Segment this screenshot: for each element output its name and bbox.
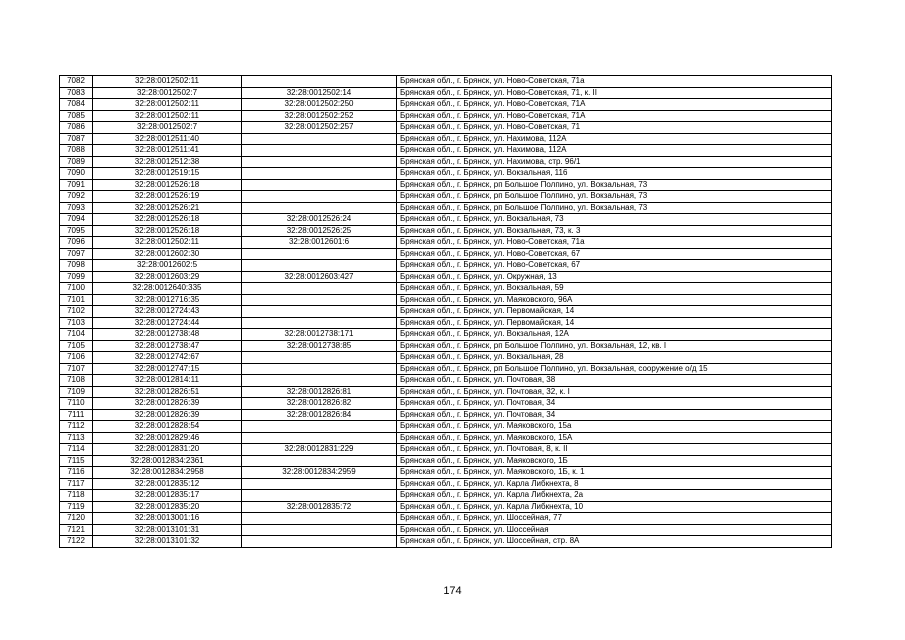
table-row [60, 363, 832, 375]
related-cadastral-number-cell: 32:28:0012835:72 [242, 501, 397, 513]
address-cell: Брянская обл., г. Брянск, рп Большое Полпино, ул. Вокзальная, 73 [397, 179, 832, 191]
row-number-cell: 7093 [60, 202, 93, 214]
row-number-cell: 7110 [60, 398, 93, 410]
row-number-cell: 7120 [60, 513, 93, 525]
cadastral-number-cell: 32:28:0012502:11 [93, 99, 242, 111]
table-row [60, 99, 832, 111]
address-cell: Брянская обл., г. Брянск, ул. Ново-Советская, 71а [397, 237, 832, 249]
address-cell: Брянская обл., г. Брянск, ул. Вокзальная, 12А [397, 329, 832, 341]
table-row [60, 421, 832, 433]
cadastral-number-cell: 32:28:0012742:67 [93, 352, 242, 364]
related-cadastral-number-cell [242, 306, 397, 318]
related-cadastral-number-cell: 32:28:0012738:171 [242, 329, 397, 341]
row-number-cell: 7119 [60, 501, 93, 513]
cadastral-number-cell: 32:28:0012835:12 [93, 478, 242, 490]
table-row [60, 110, 832, 122]
row-number-cell: 7102 [60, 306, 93, 318]
address-cell: Брянская обл., г. Брянск, ул. Вокзальная, 73 [397, 214, 832, 226]
address-cell: Брянская обл., г. Брянск, ул. Почтовая, 34 [397, 409, 832, 421]
table-row [60, 317, 832, 329]
related-cadastral-number-cell: 32:28:0012502:252 [242, 110, 397, 122]
table-row [60, 237, 832, 249]
related-cadastral-number-cell [242, 283, 397, 295]
row-number-cell: 7091 [60, 179, 93, 191]
cadastral-number-cell: 32:28:0012834:2958 [93, 467, 242, 479]
related-cadastral-number-cell [242, 248, 397, 260]
address-cell: Брянская обл., г. Брянск, рп Большое Полпино, ул. Вокзальная, 73 [397, 202, 832, 214]
table-row [60, 501, 832, 513]
cadastral-number-cell: 32:28:0012502:7 [93, 122, 242, 134]
cadastral-number-cell: 32:28:0012526:19 [93, 191, 242, 203]
table-row [60, 352, 832, 364]
address-cell: Брянская обл., г. Брянск, ул. Маяковского, 1Б [397, 455, 832, 467]
address-cell: Брянская обл., г. Брянск, ул. Карла Либкнехта, 8 [397, 478, 832, 490]
cadastral-number-cell: 32:28:0012526:18 [93, 179, 242, 191]
address-cell: Брянская обл., г. Брянск, ул. Нахимова, стр. 96/1 [397, 156, 832, 168]
related-cadastral-number-cell [242, 352, 397, 364]
table-row [60, 432, 832, 444]
cadastral-number-cell: 32:28:0012502:11 [93, 110, 242, 122]
row-number-cell: 7103 [60, 317, 93, 329]
table-row [60, 191, 832, 203]
related-cadastral-number-cell: 32:28:0012834:2959 [242, 467, 397, 479]
table-row [60, 455, 832, 467]
cadastral-number-cell: 32:28:0012502:7 [93, 87, 242, 99]
address-cell: Брянская обл., г. Брянск, ул. Нахимова, 112А [397, 133, 832, 145]
cadastral-number-cell: 32:28:0012724:44 [93, 317, 242, 329]
cadastral-number-cell: 32:28:0012526:18 [93, 214, 242, 226]
related-cadastral-number-cell [242, 260, 397, 272]
table-row [60, 536, 832, 548]
row-number-cell: 7086 [60, 122, 93, 134]
row-number-cell: 7099 [60, 271, 93, 283]
related-cadastral-number-cell [242, 145, 397, 157]
table-row [60, 168, 832, 180]
cadastral-number-cell: 32:28:0013101:32 [93, 536, 242, 548]
table-row [60, 179, 832, 191]
related-cadastral-number-cell: 32:28:0012601:6 [242, 237, 397, 249]
address-cell: Брянская обл., г. Брянск, ул. Шоссейная, стр. 8А [397, 536, 832, 548]
row-number-cell: 7098 [60, 260, 93, 272]
page-number: 174 [443, 585, 462, 597]
row-number-cell: 7097 [60, 248, 93, 260]
address-cell: Брянская обл., г. Брянск, ул. Нахимова, 112А [397, 145, 832, 157]
table-row [60, 513, 832, 525]
address-cell: Брянская обл., г. Брянск, ул. Почтовая, 38 [397, 375, 832, 387]
row-number-cell: 7088 [60, 145, 93, 157]
table-row [60, 467, 832, 479]
related-cadastral-number-cell [242, 455, 397, 467]
cadastral-number-cell: 32:28:0012602:5 [93, 260, 242, 272]
row-number-cell: 7114 [60, 444, 93, 456]
related-cadastral-number-cell: 32:28:0012502:250 [242, 99, 397, 111]
row-number-cell: 7109 [60, 386, 93, 398]
address-cell: Брянская обл., г. Брянск, ул. Ново-Советская, 71А [397, 110, 832, 122]
cadastral-number-cell: 32:28:0012814:11 [93, 375, 242, 387]
row-number-cell: 7090 [60, 168, 93, 180]
address-cell: Брянская обл., г. Брянск, рп Большое Полпино, ул. Вокзальная, 12, кв. I [397, 340, 832, 352]
row-number-cell: 7107 [60, 363, 93, 375]
row-number-cell: 7084 [60, 99, 93, 111]
related-cadastral-number-cell [242, 536, 397, 548]
row-number-cell: 7085 [60, 110, 93, 122]
related-cadastral-number-cell: 32:28:0012603:427 [242, 271, 397, 283]
related-cadastral-number-cell [242, 317, 397, 329]
related-cadastral-number-cell: 32:28:0012526:24 [242, 214, 397, 226]
registry-table-body [60, 76, 832, 548]
row-number-cell: 7118 [60, 490, 93, 502]
table-row [60, 306, 832, 318]
cadastral-number-cell: 32:28:0012828:54 [93, 421, 242, 433]
address-cell: Брянская обл., г. Брянск, ул. Почтовая, 32, к. I [397, 386, 832, 398]
address-cell: Брянская обл., г. Брянск, ул. Ново-Советская, 71А [397, 99, 832, 111]
related-cadastral-number-cell: 32:28:0012826:84 [242, 409, 397, 421]
address-cell: Брянская обл., г. Брянск, ул. Шоссейная [397, 524, 832, 536]
related-cadastral-number-cell [242, 76, 397, 88]
address-cell: Брянская обл., г. Брянск, ул. Вокзальная, 116 [397, 168, 832, 180]
row-number-cell: 7082 [60, 76, 93, 88]
table-row [60, 478, 832, 490]
related-cadastral-number-cell [242, 191, 397, 203]
related-cadastral-number-cell [242, 478, 397, 490]
related-cadastral-number-cell [242, 363, 397, 375]
table-row [60, 202, 832, 214]
cadastral-number-cell: 32:28:0012511:40 [93, 133, 242, 145]
table-row [60, 398, 832, 410]
row-number-cell: 7096 [60, 237, 93, 249]
address-cell: Брянская обл., г. Брянск, ул. Маяковского, 1Б, к. 1 [397, 467, 832, 479]
related-cadastral-number-cell [242, 179, 397, 191]
related-cadastral-number-cell [242, 421, 397, 433]
cadastral-number-cell: 32:28:0013001:16 [93, 513, 242, 525]
cadastral-number-cell: 32:28:0013101:31 [93, 524, 242, 536]
related-cadastral-number-cell: 32:28:0012831:229 [242, 444, 397, 456]
row-number-cell: 7112 [60, 421, 93, 433]
table-row [60, 133, 832, 145]
address-cell: Брянская обл., г. Брянск, ул. Первомайская, 14 [397, 306, 832, 318]
table-row [60, 294, 832, 306]
cadastral-number-cell: 32:28:0012826:51 [93, 386, 242, 398]
address-cell: Брянская обл., г. Брянск, ул. Ново-Советская, 71а [397, 76, 832, 88]
table-row [60, 444, 832, 456]
related-cadastral-number-cell: 32:28:0012502:14 [242, 87, 397, 99]
row-number-cell: 7121 [60, 524, 93, 536]
table-row [60, 214, 832, 226]
cadastral-number-cell: 32:28:0012826:39 [93, 398, 242, 410]
table-row [60, 260, 832, 272]
row-number-cell: 7115 [60, 455, 93, 467]
related-cadastral-number-cell: 32:28:0012826:81 [242, 386, 397, 398]
related-cadastral-number-cell [242, 294, 397, 306]
related-cadastral-number-cell [242, 168, 397, 180]
related-cadastral-number-cell [242, 524, 397, 536]
address-cell: Брянская обл., г. Брянск, ул. Маяковского, 15А [397, 432, 832, 444]
address-cell: Брянская обл., г. Брянск, ул. Вокзальная, 28 [397, 352, 832, 364]
row-number-cell: 7122 [60, 536, 93, 548]
address-cell: Брянская обл., г. Брянск, ул. Вокзальная, 59 [397, 283, 832, 295]
cadastral-number-cell: 32:28:0012835:17 [93, 490, 242, 502]
address-cell: Брянская обл., г. Брянск, ул. Ново-Советская, 67 [397, 248, 832, 260]
cadastral-number-cell: 32:28:0012835:20 [93, 501, 242, 513]
related-cadastral-number-cell: 32:28:0012826:82 [242, 398, 397, 410]
cadastral-number-cell: 32:28:0012512:38 [93, 156, 242, 168]
table-row [60, 375, 832, 387]
table-row [60, 386, 832, 398]
cadastral-number-cell: 32:28:0012747:15 [93, 363, 242, 375]
related-cadastral-number-cell: 32:28:0012502:257 [242, 122, 397, 134]
address-cell: Брянская обл., г. Брянск, ул. Маяковского, 15а [397, 421, 832, 433]
table-row [60, 76, 832, 88]
address-cell: Брянская обл., г. Брянск, ул. Ново-Советская, 71 [397, 122, 832, 134]
cadastral-number-cell: 32:28:0012511:41 [93, 145, 242, 157]
row-number-cell: 7108 [60, 375, 93, 387]
row-number-cell: 7100 [60, 283, 93, 295]
table-row [60, 340, 832, 352]
cadastral-number-cell: 32:28:0012502:11 [93, 237, 242, 249]
row-number-cell: 7111 [60, 409, 93, 421]
row-number-cell: 7116 [60, 467, 93, 479]
address-cell: Брянская обл., г. Брянск, ул. Карла Либкнехта, 2а [397, 490, 832, 502]
related-cadastral-number-cell [242, 133, 397, 145]
related-cadastral-number-cell [242, 490, 397, 502]
row-number-cell: 7083 [60, 87, 93, 99]
related-cadastral-number-cell [242, 156, 397, 168]
address-cell: Брянская обл., г. Брянск, ул. Шоссейная, 77 [397, 513, 832, 525]
address-cell: Брянская обл., г. Брянск, ул. Карла Либкнехта, 10 [397, 501, 832, 513]
table-row [60, 87, 832, 99]
row-number-cell: 7106 [60, 352, 93, 364]
cadastral-number-cell: 32:28:0012834:2361 [93, 455, 242, 467]
row-number-cell: 7094 [60, 214, 93, 226]
cadastral-number-cell: 32:28:0012716:35 [93, 294, 242, 306]
cadastral-number-cell: 32:28:0012724:43 [93, 306, 242, 318]
address-cell: Брянская обл., г. Брянск, ул. Почтовая, 8, к. II [397, 444, 832, 456]
related-cadastral-number-cell: 32:28:0012526:25 [242, 225, 397, 237]
related-cadastral-number-cell: 32:28:0012738:85 [242, 340, 397, 352]
address-cell: Брянская обл., г. Брянск, ул. Окружная, 13 [397, 271, 832, 283]
row-number-cell: 7117 [60, 478, 93, 490]
row-number-cell: 7087 [60, 133, 93, 145]
address-cell: Брянская обл., г. Брянск, ул. Почтовая, 34 [397, 398, 832, 410]
cadastral-number-cell: 32:28:0012603:29 [93, 271, 242, 283]
cadastral-number-cell: 32:28:0012640:335 [93, 283, 242, 295]
table-row [60, 283, 832, 295]
row-number-cell: 7104 [60, 329, 93, 341]
cadastral-number-cell: 32:28:0012826:39 [93, 409, 242, 421]
table-row [60, 409, 832, 421]
related-cadastral-number-cell [242, 375, 397, 387]
table-row [60, 271, 832, 283]
related-cadastral-number-cell [242, 513, 397, 525]
row-number-cell: 7089 [60, 156, 93, 168]
cadastral-number-cell: 32:28:0012526:18 [93, 225, 242, 237]
cadastral-number-cell: 32:28:0012519:15 [93, 168, 242, 180]
table-row [60, 490, 832, 502]
cadastral-number-cell: 32:28:0012738:48 [93, 329, 242, 341]
address-cell: Брянская обл., г. Брянск, рп Большое Полпино, ул. Вокзальная, 73 [397, 191, 832, 203]
table-row [60, 248, 832, 260]
registry-table [59, 75, 832, 548]
row-number-cell: 7095 [60, 225, 93, 237]
row-number-cell: 7113 [60, 432, 93, 444]
related-cadastral-number-cell [242, 432, 397, 444]
table-row [60, 156, 832, 168]
table-row [60, 122, 832, 134]
table-row [60, 225, 832, 237]
address-cell: Брянская обл., г. Брянск, рп Большое Полпино, ул. Вокзальная, сооружение о/д 15 [397, 363, 832, 375]
address-cell: Брянская обл., г. Брянск, ул. Вокзальная, 73, к. 3 [397, 225, 832, 237]
table-row [60, 329, 832, 341]
table-row [60, 524, 832, 536]
address-cell: Брянская обл., г. Брянск, ул. Ново-Советская, 67 [397, 260, 832, 272]
cadastral-number-cell: 32:28:0012829:46 [93, 432, 242, 444]
cadastral-number-cell: 32:28:0012738:47 [93, 340, 242, 352]
address-cell: Брянская обл., г. Брянск, ул. Ново-Советская, 71, к. II [397, 87, 832, 99]
cadastral-number-cell: 32:28:0012602:30 [93, 248, 242, 260]
cadastral-number-cell: 32:28:0012831:20 [93, 444, 242, 456]
related-cadastral-number-cell [242, 202, 397, 214]
table-row [60, 145, 832, 157]
row-number-cell: 7092 [60, 191, 93, 203]
address-cell: Брянская обл., г. Брянск, ул. Первомайская, 14 [397, 317, 832, 329]
address-cell: Брянская обл., г. Брянск, ул. Маяковского, 96А [397, 294, 832, 306]
cadastral-number-cell: 32:28:0012502:11 [93, 76, 242, 88]
cadastral-number-cell: 32:28:0012526:21 [93, 202, 242, 214]
row-number-cell: 7105 [60, 340, 93, 352]
row-number-cell: 7101 [60, 294, 93, 306]
